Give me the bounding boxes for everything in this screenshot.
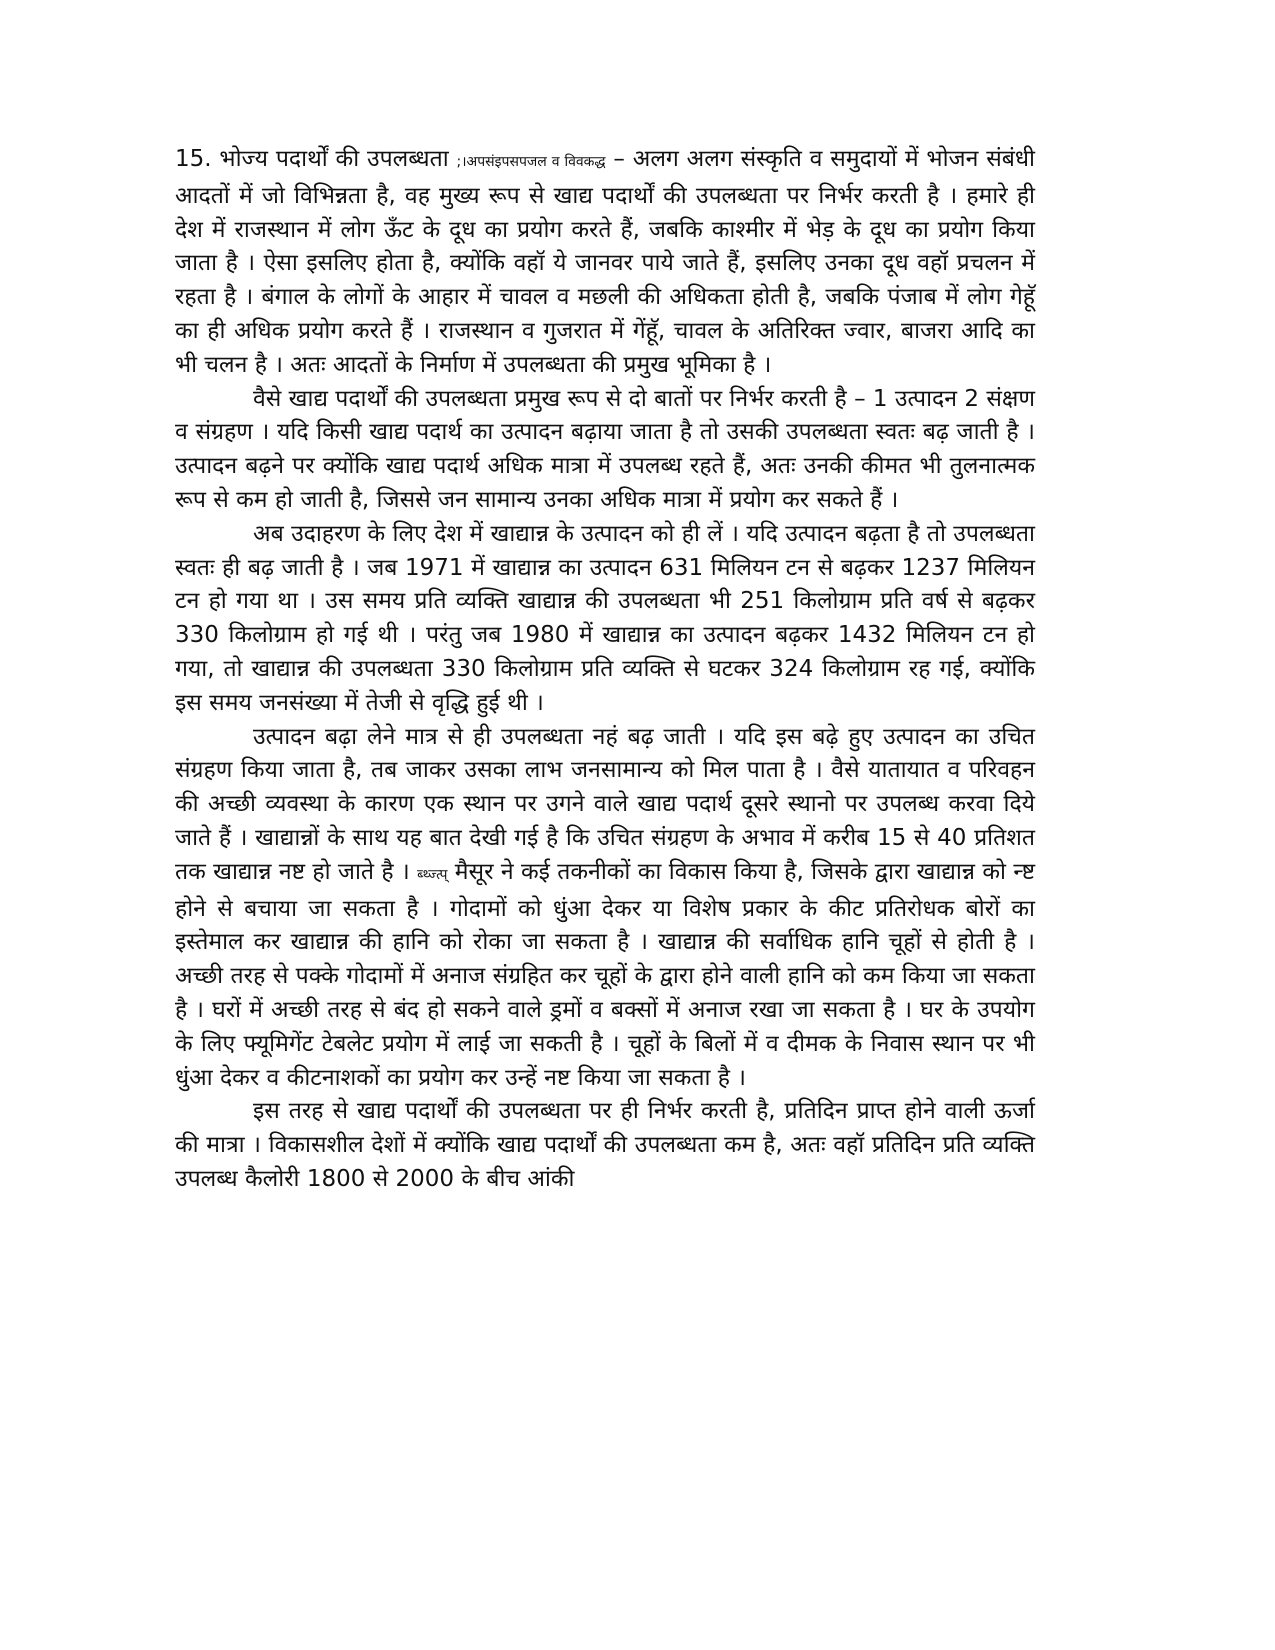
- paragraph-text: – अलग अलग संस्कृति व समुदायों में भोजन संबंधी आदतों में जो विभिन्नता है, वह मुख्य रूप से खाद्य पदार्थों की उपलब्धता पर निर्भर करती है । हमारे ही देश में राजस्थान में लोग ऊँट के दूध का प्रयोग करते हैं, जबकि काश्मीर में भेड़ के दूध का प्रयोग किया जाता है । ऐसा इसलिए होता है, क्योंकि वहॉ ये जानवर पाये जाते हैं, इसलिए उनका दूध वहॉ प्रचलन में रहता है । बंगाल के लोगों के आहार में चावल व मछली की अधिकता होती है, जबकि पंजाब में लोग गेहूॅ का ही अधिक प्रयोग करते हैं । राजस्थान व गुजरात में गेंहूॅ, चावल के अतिरिक्त ज्वार, बाजरा आदि का भी चलन है । अतः आदतों के निर्माण में उपलब्धता की प्रमुख भूमिका है ।: [175, 146, 1035, 378]
- paragraph-food-availability-intro: [175, 143, 1035, 383]
- document-page: [175, 143, 1035, 1197]
- paragraph-text: उत्पादन बढ़ा लेने मात्र से ही उपलब्धता नहं बढ़ जाती । यदि इस बढ़े हुए उत्पादन का उचित संग्रहण किया जाता है, तब जाकर उसका लाभ जनसामान्य को मिल पाता है । वैसे यातायात व परिवहन की अच्छी व्यवस्था के कारण एक स्थान पर उगने वाले खाद्य पदार्थ दूसरे स्थानो पर उपलब्ध करवा दिये जाते हैं । खाद्यान्नों के साथ यह बात देखी गई है कि उचित संग्रहण के अभाव में करीब 15 से 40 प्रतिशत तक खाद्यान्न नष्ट हो जाते है ।: [175, 723, 1035, 885]
- paragraph-storage-losses: [175, 721, 1035, 1096]
- paragraph-energy-availability: इस तरह से खाद्य पदार्थों की उपलब्धता पर ही निर्भर करती है, प्रतिदिन प्राप्त होने वाली ऊर्जा की मात्रा । विकासशील देशों में क्योंकि खाद्य पदार्थों की उपलब्धता कम है, अतः वहॉ प्रतिदिन प्रति व्यक्ति उपलब्ध कैलोरी 1800 से 2000 के बीच आंकी: [175, 1098, 1035, 1192]
- section-heading: 15. भोज्य पदार्थों की उपलब्धता: [175, 146, 457, 172]
- paragraph-grain-production-example: अब उदाहरण के लिए देश में खाद्यान्न के उत्पादन को ही लें । यदि उत्पादन बढ़ता है तो उपलब्धता स्वतः ही बढ़ जाती है । जब 1971 में खाद्यान्न का उत्पादन 631 मिलियन टन से बढ़कर 1237 मिलियन टन हो गया था । उस समय प्रति व्यक्ति खाद्यान्न की उपलब्धता भी 251 किलोग्राम प्रति वर्ष से बढ़कर 330 किलोग्राम हो गई थी । परंतु जब 1980 में खाद्यान्न का उत्पादन बढ़कर 1432 मिलियन टन हो गया, तो खाद्यान्न की उपलब्धता 330 किलोग्राम प्रति व्यक्ति से घटकर 324 किलोग्राम रह गई, क्योंकि इस समय जनसंख्या में तेजी से वृद्धि हुई थी ।: [175, 520, 1035, 716]
- garbled-english-term: ;।अपसंइपसपजल व विवकद्ध: [456, 154, 606, 170]
- paragraph-production-storage: वैसे खाद्य पदार्थों की उपलब्धता प्रमुख रूप से दो बातों पर निर्भर करती है – 1 उत्पादन 2 संक्षण व संग्रहण । यदि किसी खाद्य पदार्थ का उत्पादन बढ़ाया जाता है तो उसकी उपलब्धता स्वतः बढ़ जाती है । उत्पादन बढ़ने पर क्योंकि खाद्य पदार्थ अधिक मात्रा में उपलब्ध रहते हैं, अतः उनकी कीमत भी तुलनात्मक रूप से कम हो जाती है, जिससे जन सामान्य उनका अधिक मात्रा में प्रयोग कर सकते हैं ।: [175, 385, 1035, 513]
- garbled-institute-name: ब्थ्ज्त्प्: [417, 866, 448, 883]
- paragraph-text: मैसूर ने कई तकनीकों का विकास किया है, जिसके द्वारा खाद्यान्न को न्ष्ट होने से बचाया जा सकता है । गोदामों को धुंआ देकर या विशेष प्रकार के कीट प्रतिरोधक बोरों का इस्तेमाल कर खाद्यान्न की हानि को रोका जा सकता है । खाद्यान्न की सर्वाधिक हानि चूहों से होती है । अच्छी तरह से पक्के गोदामों में अनाज संग्रहित कर चूहों के द्वारा होने वाली हानि को कम किया जा सकता है । घरों में अच्छी तरह से बंद हो सकने वाले ड्रमों व बक्सों में अनाज रखा जा सकता है । घर के उपयोग के लिए फ्यूमिगेंट टेबलेट प्रयोग में लाई जा सकती है । चूहों के बिलों में व दीमक के निवास स्थान पर भी धुंआ देकर व कीटनाशकों का प्रयोग कर उन्हें नष्ट किया जा सकता है ।: [175, 858, 1036, 1091]
